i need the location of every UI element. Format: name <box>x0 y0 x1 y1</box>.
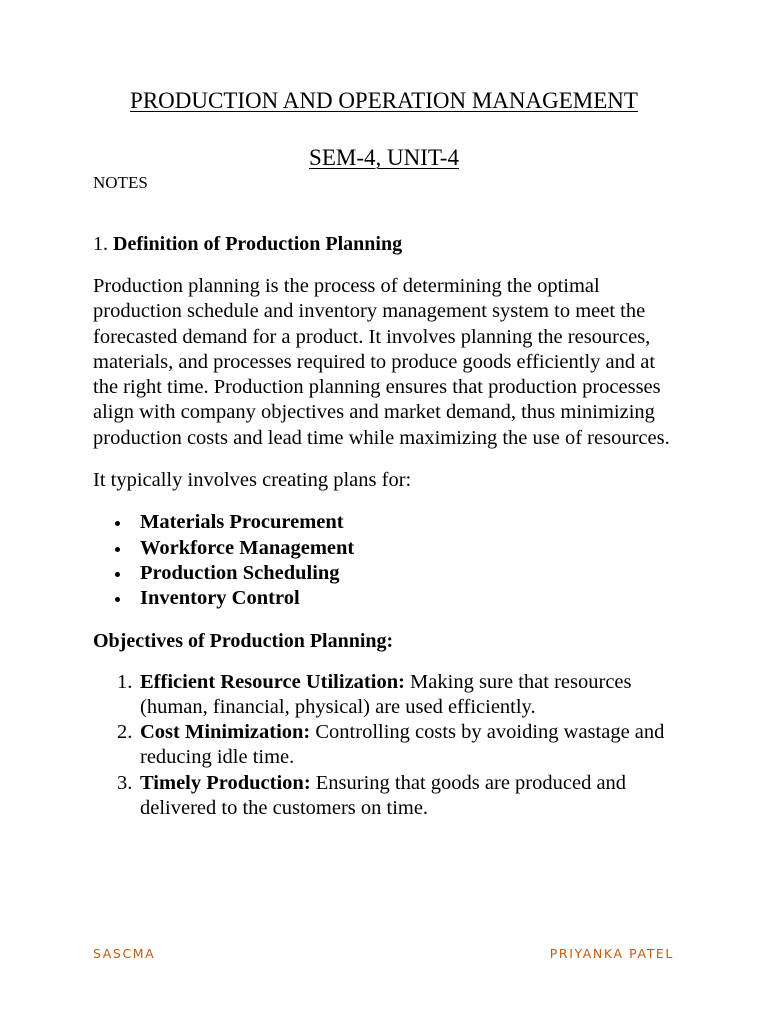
item-number: 3. <box>117 771 133 794</box>
section-heading <box>93 232 683 257</box>
definition-paragraph: Production planning is the process of determining the optimal production schedule and inventory management system to meet the forecasted demand for a product. It involves planning the resources, materials, and processes required to produce goods efficiently and at the right time. Production planning ensures that production processes align with company objectives and market demand, thus minimizing production costs and lead time while maximizing the use of resources. <box>93 275 670 449</box>
item-term: Timely Production: <box>140 771 311 794</box>
item-text: Ensuring that goods are produced and delivered to the customers on time. <box>140 771 627 820</box>
item-number: 2. <box>117 721 133 744</box>
list-item <box>93 720 683 771</box>
document-body <box>93 232 683 821</box>
section-number: 1. <box>93 233 108 255</box>
bullet-icon <box>115 597 120 602</box>
document-title: PRODUCTION AND OPERATION MANAGEMENT <box>130 88 638 113</box>
notes-label: NOTES <box>93 173 148 192</box>
item-number: 1. <box>117 670 133 693</box>
objectives-list <box>93 670 683 822</box>
footer-institution: SASCMA <box>93 946 156 961</box>
list-item <box>93 771 683 822</box>
document-subtitle: SEM-4, UNIT-4 <box>309 145 459 170</box>
item-text: Making sure that resources (human, financial, physical) are used efficiently. <box>140 670 632 718</box>
bullet-icon <box>115 547 120 552</box>
list-item: Inventory Control <box>93 586 683 611</box>
footer-author: PRIYANKA PATEL <box>549 946 674 961</box>
bullet-icon <box>115 521 120 526</box>
bullet-icon <box>115 572 120 577</box>
item-term: Efficient Resource Utilization: <box>140 670 405 693</box>
list-item <box>93 670 683 721</box>
objectives-heading: Objectives of Production Planning: <box>93 629 394 652</box>
plans-list <box>93 510 683 611</box>
section-heading-text: Definition of Production Planning <box>113 233 403 255</box>
item-text: Controlling costs by avoiding wastage and reducing idle time. <box>140 721 665 769</box>
list-item: Workforce Management <box>93 536 683 561</box>
plans-intro: It typically involves creating plans for: <box>93 469 412 492</box>
list-item: Materials Procurement <box>93 510 683 535</box>
item-term: Cost Minimization: <box>140 721 311 744</box>
list-item: Production Scheduling <box>93 561 683 586</box>
